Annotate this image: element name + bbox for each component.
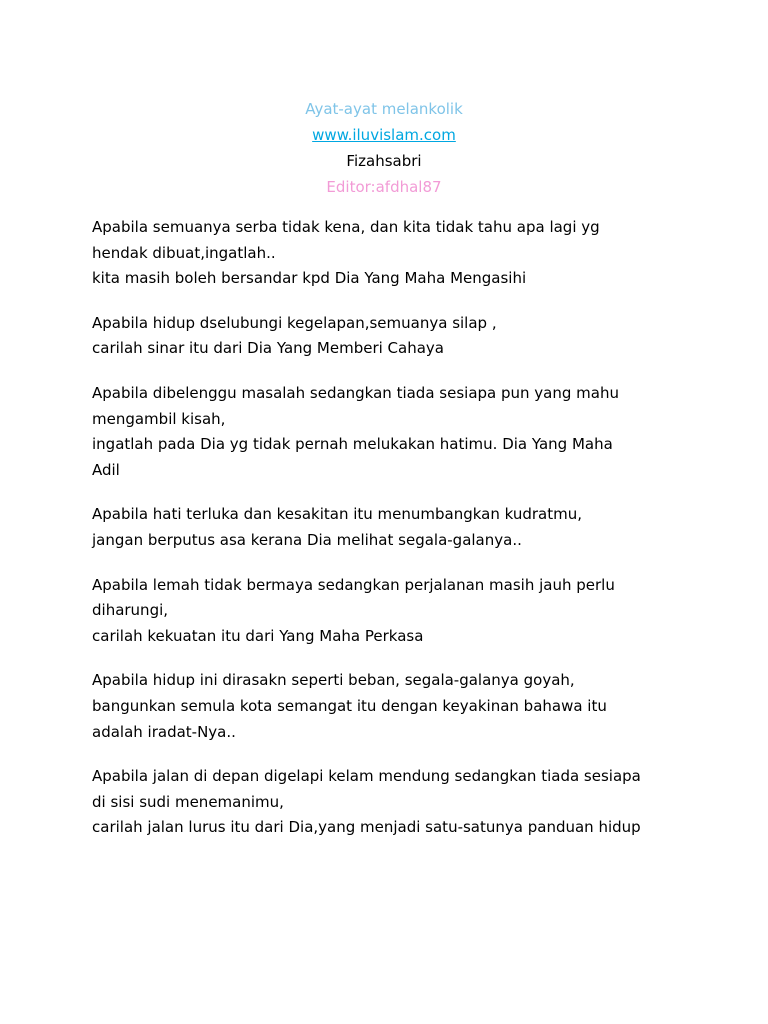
text-line: Adil bbox=[92, 460, 120, 479]
text-line: bangunkan semula kota semangat itu dengan keyakinan bahawa itu bbox=[92, 696, 607, 715]
text-line: mengambil kisah, bbox=[92, 409, 226, 428]
text-line: Apabila lemah tidak bermaya sedangkan perjalanan masih jauh perlu bbox=[92, 575, 615, 594]
text-line: carilah sinar itu dari Dia Yang Memberi Cahaya bbox=[92, 339, 444, 358]
document-title: Ayat-ayat melankolik bbox=[305, 100, 463, 118]
paragraph bbox=[92, 381, 692, 483]
text-line: Apabila hati terluka dan kesakitan itu menumbangkan kudratmu, bbox=[92, 505, 583, 524]
website-link[interactable]: www.iluvislam.com bbox=[312, 126, 456, 144]
document-body bbox=[92, 215, 692, 860]
text-line: diharungi, bbox=[92, 601, 169, 620]
paragraph bbox=[92, 764, 692, 841]
text-line: carilah kekuatan itu dari Yang Maha Perkasa bbox=[92, 626, 424, 645]
text-line: Apabila jalan di depan digelapi kelam mendung sedangkan tiada sesiapa bbox=[92, 767, 641, 786]
text-line: hendak dibuat,ingatlah.. bbox=[92, 243, 276, 262]
text-line: Apabila semuanya serba tidak kena, dan kita tidak tahu apa lagi yg bbox=[92, 218, 600, 236]
text-line: jangan berputus asa kerana Dia melihat segala-galanya.. bbox=[92, 530, 522, 549]
document-header bbox=[0, 96, 768, 200]
text-line: ingatlah pada Dia yg tidak pernah melukakan hatimu. Dia Yang Maha bbox=[92, 435, 613, 454]
paragraph bbox=[92, 573, 692, 650]
editor-credit: Editor:afdhal87 bbox=[326, 178, 442, 196]
text-line: di sisi sudi menemanimu, bbox=[92, 792, 284, 811]
paragraph bbox=[92, 502, 692, 553]
paragraph bbox=[92, 215, 692, 292]
author-name: Fizahsabri bbox=[346, 152, 422, 170]
text-line: adalah iradat-Nya.. bbox=[92, 722, 236, 741]
paragraph bbox=[92, 668, 692, 745]
text-line: Apabila hidup ini dirasakn seperti beban, segala-galanya goyah, bbox=[92, 671, 575, 690]
text-line: kita masih boleh bersandar kpd Dia Yang Maha Mengasihi bbox=[92, 269, 527, 288]
paragraph bbox=[92, 311, 692, 362]
text-line: carilah jalan lurus itu dari Dia,yang menjadi satu-satunya panduan hidup bbox=[92, 818, 641, 837]
text-line: Apabila hidup dselubungi kegelapan,semuanya silap , bbox=[92, 313, 497, 332]
text-line: Apabila dibelenggu masalah sedangkan tiada sesiapa pun yang mahu bbox=[92, 383, 619, 402]
